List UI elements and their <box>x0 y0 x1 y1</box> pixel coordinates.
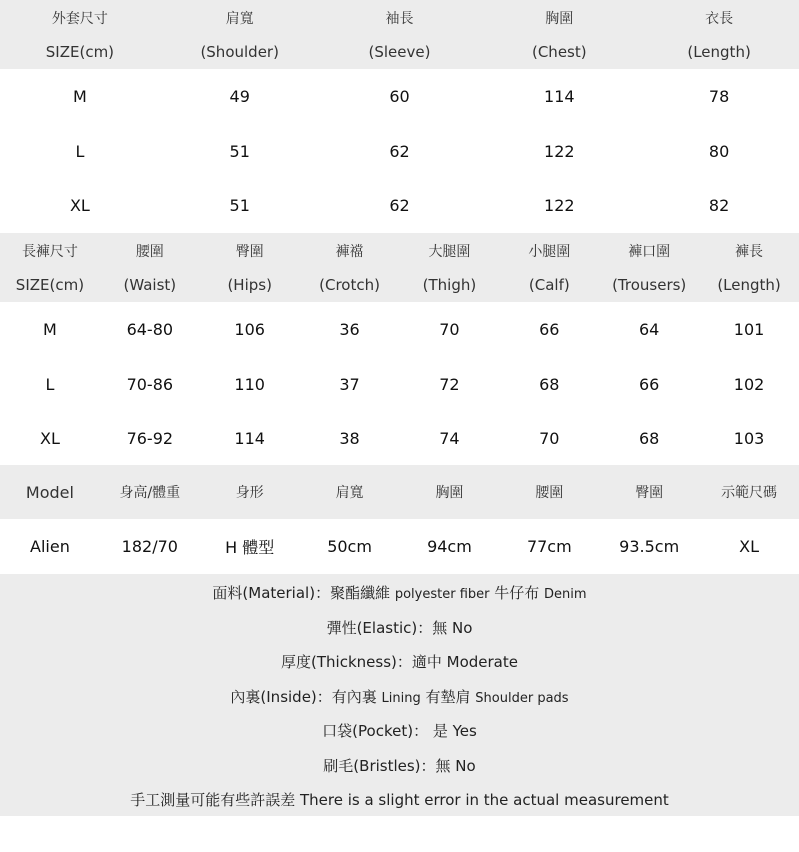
table-row <box>0 411 799 465</box>
pants-cell: 66 <box>639 374 660 394</box>
model-cell: 94cm <box>427 537 472 556</box>
pants-cell: 64 <box>639 320 660 339</box>
jacket-cell: 51 <box>229 196 250 215</box>
pants-header-length: 褲長 <box>735 243 764 260</box>
table-row <box>0 124 799 178</box>
jacket-cell: 122 <box>544 196 575 215</box>
material-mid: 牛仔布 <box>489 584 545 602</box>
pants-header-size-en: SIZE(cm) <box>15 276 85 294</box>
jacket-cell: 62 <box>389 141 410 161</box>
pants-header-calf-en: (Calf) <box>528 276 570 294</box>
elastic-line: 彈性(Elastic)：無 No <box>326 619 473 637</box>
table-row <box>0 178 799 233</box>
pocket-line: 口袋(Pocket)： 是 Yes <box>322 722 477 740</box>
pants-cell: 66 <box>539 320 560 339</box>
material-en: polyester fiber <box>394 587 490 602</box>
pants-header-waist-en: (Waist) <box>123 276 177 294</box>
jacket-header-row-cn <box>0 0 799 35</box>
jacket-cell: 51 <box>229 141 250 161</box>
model-header-chest: 胸圍 <box>435 485 464 501</box>
pants-cell: XL <box>40 428 60 448</box>
pants-cell: 36 <box>339 320 360 339</box>
pants-cell: 38 <box>339 428 360 448</box>
measurement-note: 手工測量可能有些許誤差 There is a slight error in the actual measurement <box>130 791 669 809</box>
model-header-body-shape: 身形 <box>235 485 264 501</box>
table-row <box>0 69 799 124</box>
table-row <box>0 302 799 357</box>
inside-mid: 有墊肩 <box>420 688 476 706</box>
pants-cell: 101 <box>733 320 765 339</box>
pants-header-crotch-en: (Crotch) <box>319 276 380 294</box>
jacket-header-length-en: (Length) <box>687 43 751 61</box>
jacket-header-chest: 胸圍 <box>545 10 574 27</box>
pants-cell: 70-86 <box>126 374 174 394</box>
pants-header-size: 長褲尺寸 <box>21 243 78 260</box>
jacket-header-shoulder-en: (Shoulder) <box>200 43 279 61</box>
jacket-cell: 60 <box>389 87 410 106</box>
pants-cell: 74 <box>439 428 460 448</box>
pants-cell: 103 <box>733 428 765 448</box>
jacket-cell: 78 <box>708 87 730 106</box>
model-header-model: Model <box>25 482 74 502</box>
jacket-header-row-en <box>0 35 799 69</box>
pants-header-trousers: 褲口圍 <box>628 243 671 260</box>
model-cell: H 體型 <box>225 538 275 557</box>
pants-header-trousers-en: (Trousers) <box>612 276 687 294</box>
pants-cell: 76-92 <box>126 428 174 448</box>
model-cell: 182/70 <box>121 537 178 556</box>
pants-cell: L <box>45 374 55 394</box>
pants-cell: 70 <box>439 320 460 339</box>
material-line <box>0 582 799 603</box>
jacket-cell: 80 <box>708 141 730 161</box>
model-cell: Alien <box>30 537 70 556</box>
pants-header-row-cn <box>0 233 799 268</box>
model-header-height-weight: 身高/體重 <box>119 485 181 501</box>
inside-line <box>0 686 799 707</box>
pants-cell: 114 <box>234 428 265 448</box>
bristles-line: 刷毛(Bristles)：無 No <box>323 757 476 775</box>
inside-label: 內裏(Inside)：有內裏 <box>230 688 382 706</box>
pants-cell: 68 <box>539 374 560 394</box>
inside-en2: Shoulder pads <box>475 691 569 706</box>
pants-header-crotch: 褲襠 <box>335 243 364 260</box>
thickness-line: 厚度(Thickness)：適中 Moderate <box>281 653 518 671</box>
jacket-cell: 114 <box>544 87 575 106</box>
jacket-header-chest-en: (Chest) <box>531 43 587 61</box>
pants-header-hips-en: (Hips) <box>227 276 272 294</box>
pants-header-hips: 臀圍 <box>235 243 264 260</box>
pants-header-thigh-en: (Thigh) <box>422 276 477 294</box>
pants-cell: 64-80 <box>126 320 174 339</box>
pants-cell: 102 <box>733 374 765 394</box>
jacket-header-size-en: SIZE(cm) <box>45 43 115 61</box>
model-cell: 77cm <box>526 537 572 556</box>
pants-header-length-en: (Length) <box>717 276 781 294</box>
model-cell: XL <box>739 537 759 556</box>
jacket-cell: M <box>72 87 87 106</box>
table-row <box>0 357 799 411</box>
pants-cell: M <box>43 320 57 339</box>
pants-header-waist: 腰圍 <box>135 243 164 260</box>
pants-header-thigh: 大腿圍 <box>428 243 471 260</box>
jacket-header-size: 外套尺寸 <box>51 10 108 27</box>
jacket-header-sleeve: 袖長 <box>385 10 414 27</box>
material-en2: Denim <box>544 587 587 602</box>
jacket-cell: 82 <box>708 196 730 215</box>
model-cell: 50cm <box>327 537 372 556</box>
model-header-waist: 腰圍 <box>535 485 564 501</box>
pants-cell: 110 <box>234 374 265 394</box>
material-label: 面料(Material)：聚酯纖維 <box>212 584 395 602</box>
jacket-header-length: 衣長 <box>705 10 734 27</box>
pants-cell: 106 <box>234 320 265 339</box>
pants-cell: 68 <box>639 428 660 448</box>
pants-header-row-en <box>0 268 799 302</box>
jacket-cell: 122 <box>544 141 575 161</box>
inside-en: Lining <box>381 691 421 706</box>
table-row <box>0 519 799 574</box>
pants-cell: 72 <box>439 374 460 394</box>
jacket-cell: 62 <box>389 196 410 215</box>
pants-cell: 37 <box>339 374 360 394</box>
jacket-header-sleeve-en: (Sleeve) <box>368 43 431 61</box>
model-cell: 93.5cm <box>619 537 680 556</box>
model-header-hips: 臀圍 <box>635 485 664 501</box>
model-header-demo-size: 示範尺碼 <box>721 485 778 501</box>
model-header-row <box>0 465 799 519</box>
pants-header-calf: 小腿圍 <box>528 243 571 260</box>
jacket-cell: XL <box>69 196 90 215</box>
jacket-cell: 49 <box>229 87 250 106</box>
jacket-cell: L <box>75 141 85 161</box>
model-header-shoulder: 肩寬 <box>335 485 364 501</box>
jacket-header-shoulder: 肩寬 <box>225 10 254 27</box>
pants-cell: 70 <box>539 428 560 448</box>
